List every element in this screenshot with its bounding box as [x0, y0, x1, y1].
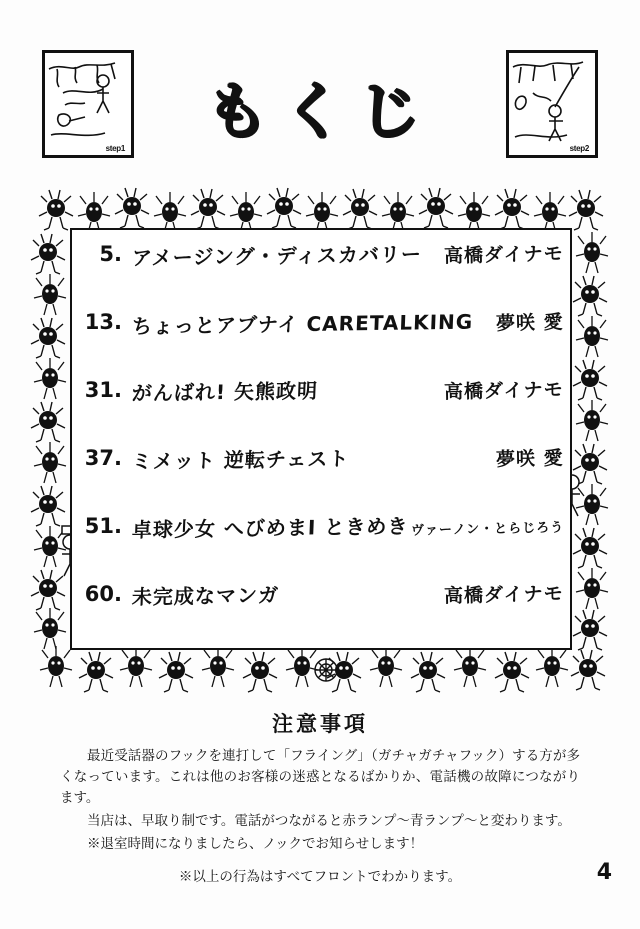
toc-entry-author: ヴァーノン・とらじろう	[410, 520, 565, 539]
toc-entry-author: 高橋ダイナモ	[444, 582, 565, 608]
toc-entry-page: 37.	[84, 446, 122, 470]
toc-entry-title: 卓球少女 へびめまI ときめき	[131, 514, 409, 542]
toc-entry-title: アメージング・ディスカバリー	[131, 241, 423, 271]
page-title: もくじ	[205, 75, 434, 148]
toc-entry-title: 未完成なマンガ	[131, 582, 280, 610]
toc-entry[interactable]	[70, 576, 570, 644]
toc-entry-author: 夢咲 愛	[496, 311, 565, 335]
illustration-step2-drawing	[509, 53, 589, 149]
notice-paragraph: ※退室時間になりましたら、ノックでお知らせします！	[87, 835, 424, 852]
toc-entry[interactable]	[70, 236, 570, 304]
toc-entry-page: 31.	[84, 378, 122, 402]
page-header	[0, 40, 640, 170]
toc-entry[interactable]	[70, 508, 570, 576]
notice-paragraph: 最近受話器のフックを連打して「フライング」（ガチャガチャフック）する方が多くなっています。これは他のお客様の迷惑となるばかりか、電話機の故障につながります。	[60, 748, 580, 806]
illustration-step1-caption: step1	[105, 144, 125, 153]
notice-title: 注意事項	[272, 711, 368, 736]
toc-entry-page: 5.	[99, 242, 122, 266]
illustration-step2-caption: step2	[569, 144, 589, 153]
toc-entry[interactable]	[70, 440, 570, 508]
toc-entry-title: ミメット 逆転チェスト	[131, 446, 350, 474]
notice-section	[60, 708, 580, 890]
toc-entry[interactable]	[70, 372, 570, 440]
toc-entry-page: 60.	[84, 582, 122, 606]
toc-entry-author: 高橋ダイナモ	[444, 378, 565, 404]
toc-entry-page: 13.	[84, 310, 122, 334]
notice-footer: ※以上の行為はすべてフロントでわかります。	[178, 868, 462, 885]
toc-entry-author: 高橋ダイナモ	[444, 242, 565, 268]
toc-entry-title: がんばれ! 矢熊政明	[131, 378, 319, 406]
table-of-contents	[70, 236, 570, 644]
toc-entry-author: 夢咲 愛	[496, 447, 565, 471]
toc-entry-page: 51.	[84, 514, 122, 538]
illustration-step2	[506, 50, 598, 158]
page-number: 4	[596, 860, 612, 885]
toc-entry[interactable]	[70, 304, 570, 372]
toc-entry-title: ちょっとアブナイ CARETALKING	[131, 309, 474, 339]
notice-paragraph: 当店は、早取り制です。電話がつながると赤ランプ～青ランプ～と変わります。	[87, 812, 571, 829]
